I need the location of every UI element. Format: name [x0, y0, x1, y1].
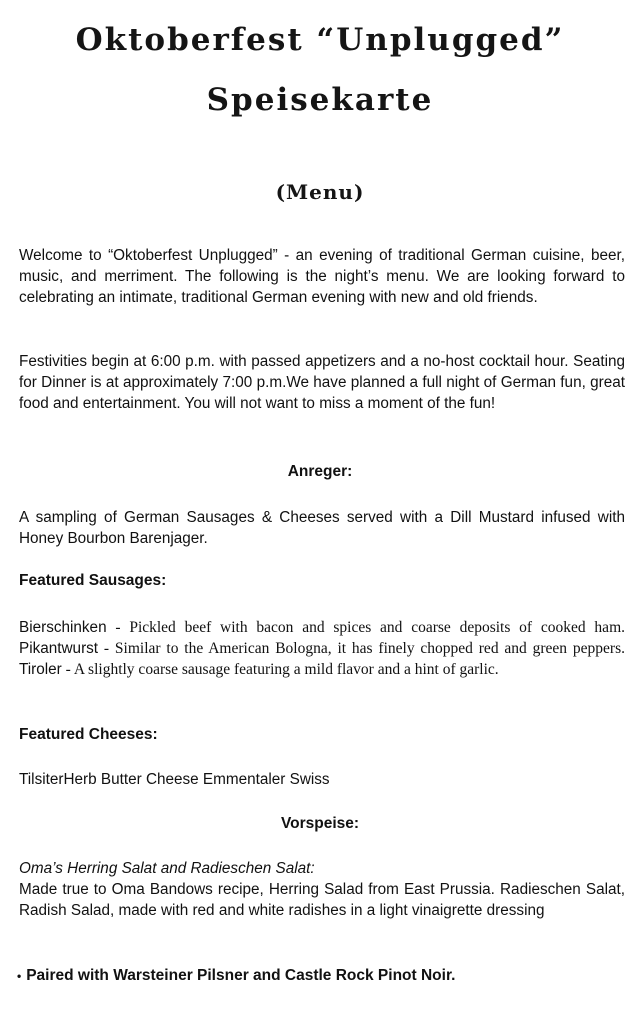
vorspeise-heading: Vorspeise:	[280, 815, 360, 832]
sausage-name-bierschinken: Bierschinken	[19, 619, 107, 636]
welcome-paragraph: Welcome to “Oktoberfest Unplugged” - an evening of traditional German cuisine, beer, music, and merriment. The following is the night’s menu. We are looking forward to celebrating an intimate, traditional German evening with new and old friends.	[19, 247, 625, 306]
vorspeise-desc: Made true to Oma Bandows recipe, Herring Salad from East Prussia. Radieschen Salat, Radish Salad, made with red and white radishes in a light vinaigrette dressing	[19, 881, 625, 919]
pairing-line	[17, 967, 455, 985]
cheeses-text: TilsiterHerb Butter Cheese Emmentaler Swiss	[19, 771, 330, 788]
festivities-paragraph: Festivities begin at 6:00 p.m. with passed appetizers and a no-host cocktail hour. Seating for Dinner is at approximately 7:00 p.m.We have planned a full night of German fun, great food and entertainment. You will not want to miss a moment of the fun!	[19, 353, 625, 412]
title-line-2: Speisekarte	[206, 82, 434, 118]
anreger-heading: Anreger:	[287, 463, 353, 480]
vorspeise-text	[19, 858, 625, 921]
sausage-name-pikantwurst: Pikantwurst	[19, 640, 99, 657]
bullet-icon: •	[17, 968, 22, 983]
sausages-text	[19, 617, 625, 680]
sausage-desc-tiroler: - A slightly coarse sausage featuring a mild flavor and a hint of garlic.	[61, 661, 499, 678]
sausage-name-tiroler: Tiroler	[19, 661, 62, 678]
cheeses-heading: Featured Cheeses:	[19, 726, 158, 743]
title-line-1: Oktoberfest “Unplugged”	[75, 22, 565, 58]
vorspeise-dish: Oma’s Herring Salat and Radieschen Salat:	[19, 860, 315, 877]
sausages-heading: Featured Sausages:	[19, 572, 167, 589]
sausage-desc-pikantwurst: - Similar to the American Bologna, it has finely chopped red and green peppers.	[98, 640, 625, 657]
anreger-text: A sampling of German Sausages & Cheeses served with a Dill Mustard infused with Honey Bourbon Barenjager.	[19, 509, 625, 547]
menu-subtitle: (Menu)	[275, 180, 365, 204]
pairing-text: Paired with Warsteiner Pilsner and Castle Rock Pinot Noir.	[26, 967, 456, 984]
sausage-desc-bierschinken: - Pickled beef with bacon and spices and coarse deposits of cooked ham.	[106, 619, 625, 636]
